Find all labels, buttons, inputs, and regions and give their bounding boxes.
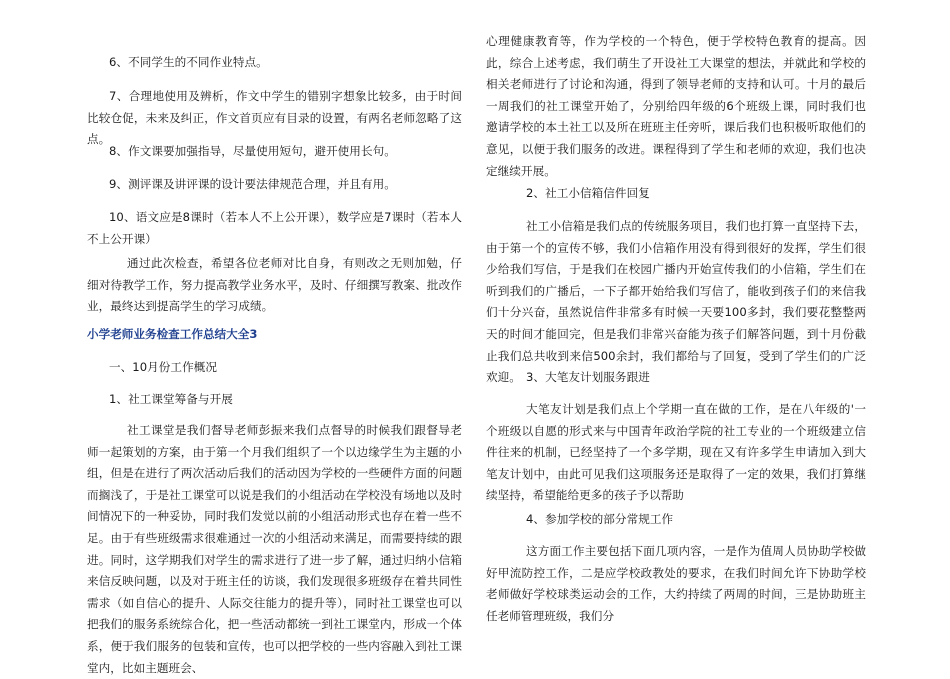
paragraph-item-8: 8、作文课要加强指导，尽量使用短句，避开使用长句。 bbox=[109, 144, 396, 158]
paragraph-summary: 通过此次检查，希望各位老师对比自身，有则改之无则加勉，仔细对待教学工作，努力提高教学业务水平，及时、仔细撰写教案、批改作业，最终达到提高学生的学习成绩。 bbox=[87, 256, 462, 314]
paragraph-item-7: 7、合理地使用及辨析，作文中学生的错别字想象比较多，由于时间比较仓促，未来及纠正，作文首页应有目录的设置，有两名老师忽略了这点。 bbox=[87, 89, 462, 147]
paragraph-item-10: 10、语文应是8课时（若本人不上公开课），数学应是7课时（若本人不上公开课） bbox=[87, 210, 462, 246]
subheading-penpal: 3、大笔友计划服务跟进 bbox=[526, 370, 650, 384]
paragraph-item-9: 9、测评课及讲评课的设计要法律规范合理，并且有用。 bbox=[109, 177, 396, 191]
paragraph-penpal: 大笔友计划是我们点上个学期一直在做的工作，是在八年级的'一个班级以自愿的形式来与中国青年政治学院的社工专业的一个班级建立信件往来的机制，已经坚持了一个多学期，现在又有许多学生申请加入到大笔友计划中，由此可见我们这项服务还是取得了一定的效果，我们打算继续坚持，希望能给更多的孩子予以帮助 bbox=[486, 402, 866, 503]
subheading-routine-work: 4、参加学校的部分常规工作 bbox=[526, 512, 674, 526]
paragraph-continuation: 心理健康教育等，作为学校的一个特色，便于学校特色教育的提高。因此，综合上述考虑，我们萌生了开设社工大课堂的想法，并就此和学校的相关老师进行了讨论和沟通，得到了领导老师的支持和认可。十月的最后一周我们的社工课堂开始了，分别给四年级的6个班级上课，同时我们也邀请学校的本土社工以及所在班班主任旁听，课后我们也积极听取他们的意见，以便于我们服务的改进。课程得到了学生和老师的欢迎，我们也决定继续开展。 bbox=[486, 34, 866, 178]
paragraph-mailbox: 社工小信箱是我们点的传统服务项目，我们也打算一直坚持下去，由于第一个的宣传不够，我们小信箱作用没有得到很好的发挥，学生们很少给我们写信，于是我们在校园广播内开始宣传我们的小信箱，学生们在听到我们的广播后，一下子都开始给我们写信了，能收到孩子们的来信我们十分兴奋，虽然说信件非常多有时候一天要100多封，我们要花整整两天的时间才能回完，但是我们非常兴奋能为孩子们解答问题，到十月份截止我们总共收到来信500余封，我们都给与了回复，受到了学生们的广泛欢迎。 bbox=[486, 219, 866, 385]
subheading-social-class: 1、社工课堂筹备与开展 bbox=[109, 392, 233, 406]
paragraph-item-6: 6、不同学生的不同作业特点。 bbox=[109, 55, 268, 69]
section-heading: 小学老师业务检查工作总结大全3 bbox=[87, 327, 258, 341]
subheading-mailbox: 2、社工小信箱信件回复 bbox=[526, 186, 650, 200]
paragraph-social-class: 社工课堂是我们督导老师彭振来我们点督导的时候我们跟督导老师一起策划的方案，由于第一个月我们组织了一个以边缘学生为主题的小组，但是在进行了两次活动后我们的活动因为学校的一些硬件方面的问题而搁浅了，于是社工课堂可以说是我们的小组活动在学校没有场地以及时间情况下的一种妥协，同时我们发觉以前的小组活动形式也存在着一些不足。由于有些班级需求很难通过一次的小组活动来满足，而需要持续的跟进。同时，这学期我们对学生的需求进行了进一步了解，通过归纳小信箱来信反映问题，以及对于班主任的访谈，我们发现很多班级存在着共同性需求（如自信心的提升、人际交往能力的提升等），同时社工课堂也可以把我们的服务系统综合化，把一些活动都统一到社工课堂内，形成一个体系，便于我们服务的包装和宣传，也可以把学校的一些内容融入到社工课堂内，比如主题班会、 bbox=[87, 423, 462, 675]
paragraph-routine-work: 这方面工作主要包括下面几项内容，一是作为值周人员协助学校做好甲流防控工作，二是应学校政教处的要求，在我们时间允许下协助学校老师做好学校球类运动会的工作，大约持续了两周的时间，三是协助班主任老师管理班级，我们分 bbox=[486, 544, 866, 623]
subheading-october-overview: 一、10月份工作概况 bbox=[109, 360, 218, 374]
